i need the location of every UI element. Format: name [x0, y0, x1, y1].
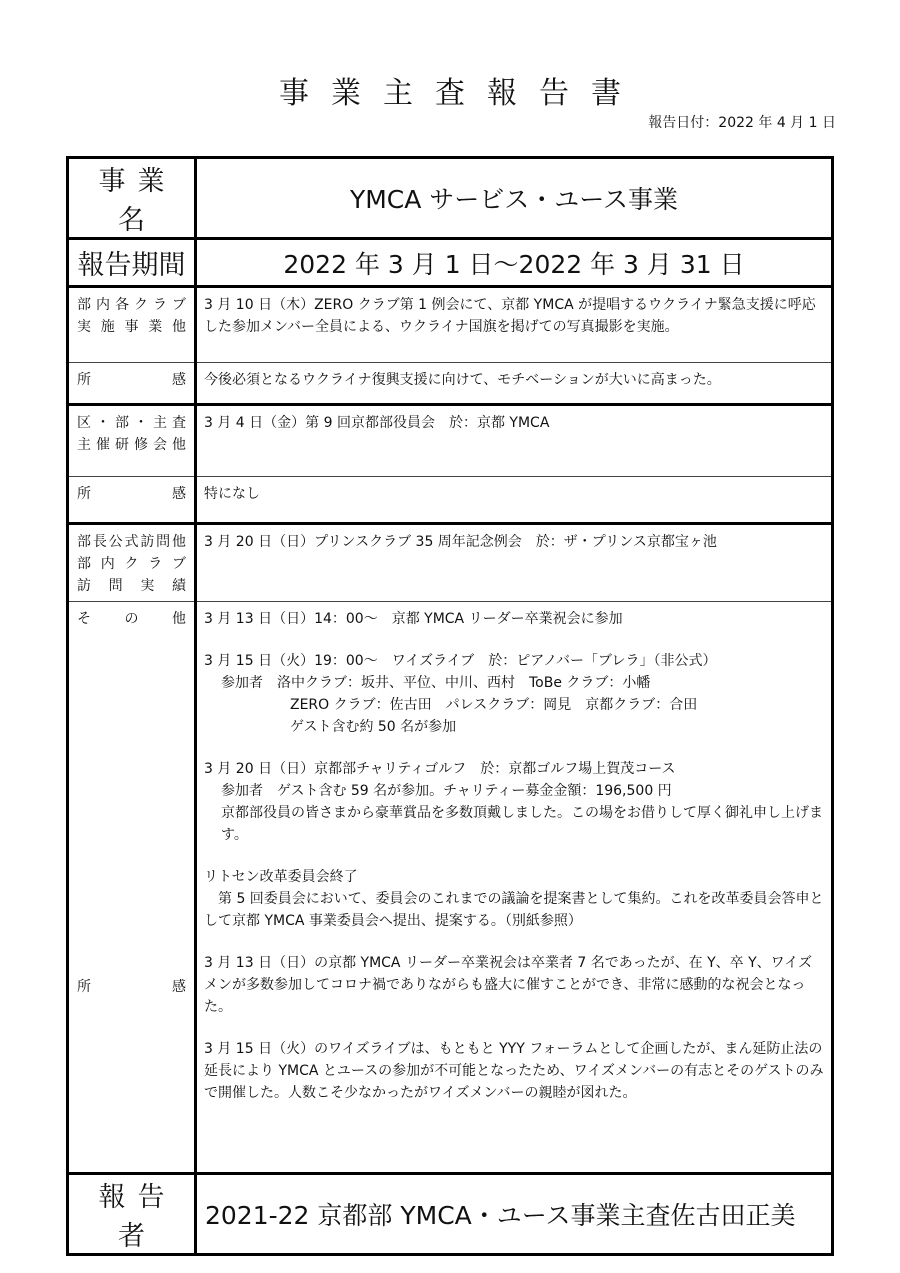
impression-paragraph-2: 3 月 15 日（火）のワイズライブは、もともと YYY フォーラムとして企画したが、まん延防止法の延長により YMCA とユースの参加が不可能となったため、ワイズメンバーの有志とそのゲストのみで開催した。人数こそ少なかったがワイズメンバーの親睦が図れた。 [204, 1041, 824, 1101]
section2-label [68, 405, 196, 477]
report-table [66, 156, 834, 1256]
section3-label-line1: 部長公式訪問他 [77, 534, 186, 550]
other-paragraph-1: 3 月 13 日（日）14：00～ 京都 YMCA リーダー卒業祝会に参加 [204, 611, 623, 627]
section2-impression-label [68, 477, 196, 524]
section1-impression: 今後必須となるウクライナ復興支援に向けて、モチベーションが大いに高まった。 [196, 363, 833, 405]
other-label-a: そ [77, 611, 91, 627]
section2-row [68, 405, 833, 477]
section3-label [68, 524, 196, 602]
section2-text: 3 月 4 日（金）第 9 回京都部役員会 於：京都 YMCA [196, 405, 833, 477]
other-paragraph-2-line2: 参加者 洛中クラブ：坂井、平位、中川、西村 ToBe クラブ：小幡 [221, 675, 651, 691]
business-name-label: 事業名 [68, 158, 196, 239]
section3-row [68, 524, 833, 602]
period-row [68, 239, 833, 287]
section1-text: 3 月 10 日（木）ZERO クラブ第 1 例会にて、京都 YMCA が提唱するウクライナ緊急支援に呼応した参加メンバー全員による、ウクライナ国旗を掲げての写真撮影を実施。 [196, 287, 833, 363]
period-value: 2022 年 3 月 1 日～2022 年 3 月 31 日 [196, 239, 833, 287]
other-paragraph-4-line2: 第 5 回委員会において、委員会のこれまでの議論を提案書として集約。これを改革委員会答申として京都 YMCA 事業委員会へ提出、提案する。（別紙参照） [204, 891, 824, 929]
other-label-b: の [124, 611, 139, 627]
section2-impression-row [68, 477, 833, 524]
section2-impression: 特になし [196, 477, 833, 524]
reporter-label: 報告者 [68, 1174, 196, 1255]
other-paragraph-2-line3: ZERO クラブ：佐古田 パレスクラブ：岡見 京都クラブ：合田 [290, 697, 698, 713]
document-title: 事業主査報告書 [279, 76, 643, 111]
reporter-value: 2021-22 京都部 YMCA・ユース事業主査佐古田正美 [196, 1174, 833, 1255]
impression-paragraph-1: 3 月 13 日（日）の京都 YMCA リーダー卒業祝会は卒業者 7 名であったが、在 Y、卒 Y、ワイズメンが多数参加してコロナ禍でありながらも盛大に催すことができ、非常に感動的な祝会となった。 [204, 955, 813, 1015]
section4-content [196, 602, 833, 1174]
section4-row [68, 602, 833, 1174]
section3-label-line3: 訪問実績 [77, 578, 186, 594]
other-paragraph-3-line3: 京都部役員の皆さまから豪華賞品を多数頂戴しました。この場をお借りして厚く御礼申し上げます。 [221, 805, 823, 843]
section4-label [68, 602, 196, 1174]
period-label: 報告期間 [68, 239, 196, 287]
impression-label-b: 感 [172, 979, 186, 995]
section3-text: 3 月 20 日（日）プリンスクラブ 35 周年記念例会 於：ザ・プリンス京都宝ヶ池 [196, 524, 833, 602]
other-label-c: 他 [172, 611, 186, 627]
section1-impression-row [68, 363, 833, 405]
other-paragraph-2-line4: ゲスト含む約 50 名が参加 [290, 719, 457, 735]
section3-label-line2: 部内クラブ [77, 556, 186, 572]
section1-row [68, 287, 833, 363]
impression-label-b: 感 [172, 486, 186, 502]
impression-label-b: 感 [172, 372, 186, 388]
report-date: 報告日付：2022 年 4 月 1 日 [648, 115, 836, 131]
business-name-value: YMCA サービス・ユース事業 [196, 158, 833, 239]
section1-impression-label [68, 363, 196, 405]
section2-label-line2: 主催研修会他 [77, 437, 186, 453]
section2-label-line1: 区・部・主査 [77, 415, 186, 431]
other-paragraph-3-line2: 参加者 ゲスト含む 59 名が参加。チャリティー募金金額：196,500 円 [221, 783, 672, 799]
impression-label-a: 所 [77, 486, 91, 502]
other-paragraph-4-line1: リトセン改革委員会終了 [204, 869, 358, 885]
other-paragraph-3-line1: 3 月 20 日（日）京都部チャリティゴルフ 於：京都ゴルフ場上賀茂コース [204, 761, 676, 777]
other-paragraph-2-line1: 3 月 15 日（火）19：00～ ワイズライブ 於：ピアノバー「ブレラ」（非公式） [204, 653, 717, 669]
impression-label-a: 所 [77, 372, 91, 388]
section1-label-line1: 部内各クラブ [77, 297, 186, 313]
reporter-row [68, 1174, 833, 1255]
impression-label-a: 所 [77, 979, 91, 995]
section1-label [68, 287, 196, 363]
section1-label-line2: 実施事業他 [77, 319, 186, 335]
business-name-row [68, 158, 833, 239]
